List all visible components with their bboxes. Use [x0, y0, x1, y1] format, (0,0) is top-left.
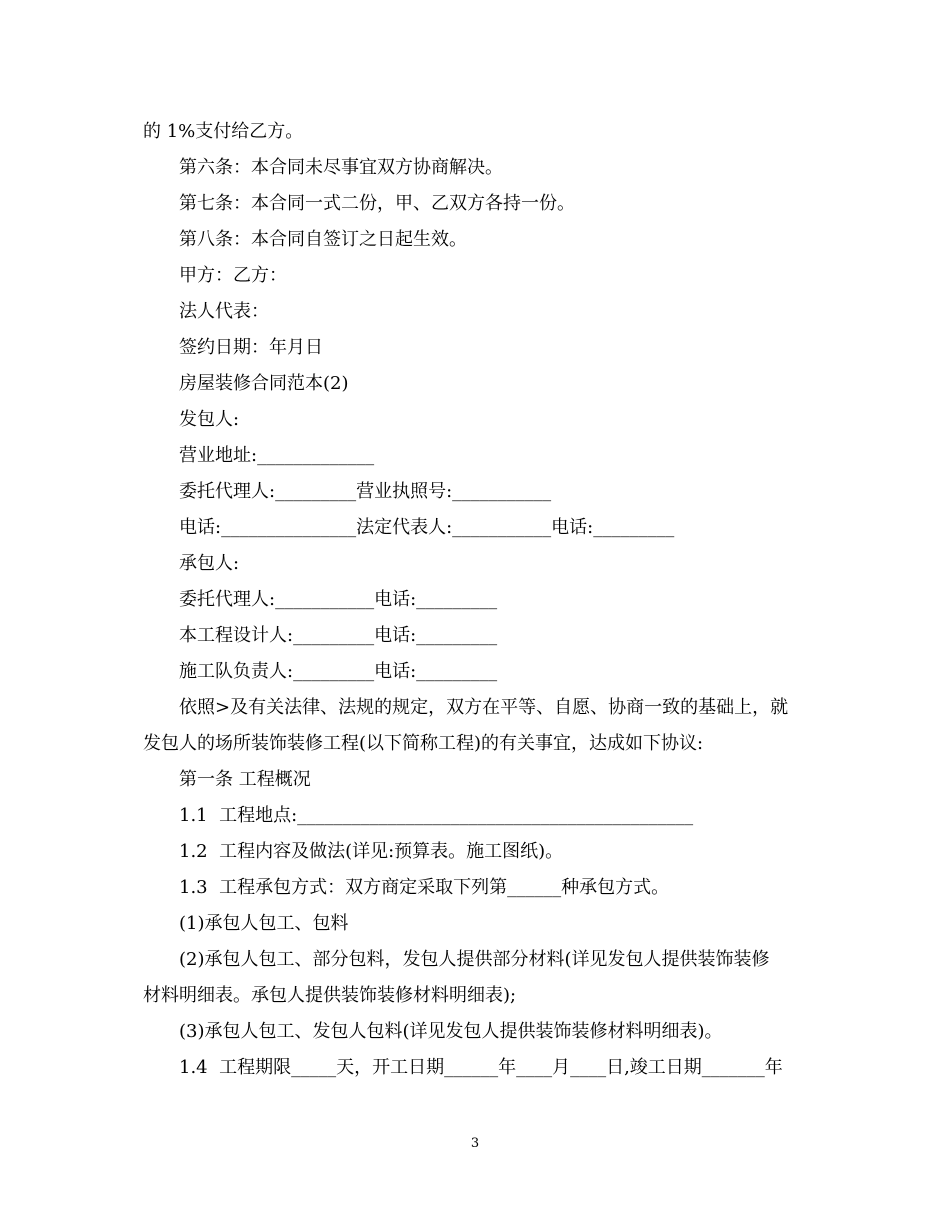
text-line: (1)承包人包工、包料 [179, 913, 349, 934]
text-line: 甲方：乙方： [179, 265, 287, 286]
text-line: 发包人: [179, 409, 240, 430]
text-line: 的 1%支付给乙方。 [143, 121, 304, 142]
text-line: 房屋装修合同范本(2) [179, 373, 349, 394]
text-line: 1.3 工程承包方式：双方商定采取下列第______种承包方式。 [179, 877, 670, 898]
text-line: (3)承包人包工、发包人包料(详见发包人提供装饰装修材料明细表)。 [179, 1021, 723, 1042]
text-line: 发包人的场所装饰装修工程(以下简称工程)的有关事宜，达成如下协议: [143, 733, 704, 754]
text-line: 第一条 工程概况 [179, 769, 311, 790]
text-line: 承包人: [179, 553, 240, 574]
text-line: 材料明细表。承包人提供装饰装修材料明细表); [143, 985, 517, 1006]
text-line: 委托代理人:_________营业执照号:___________ [179, 481, 552, 502]
text-line: 施工队负责人:_________电话:_________ [179, 661, 498, 682]
text-line: 第八条：本合同自签订之日起生效。 [179, 229, 467, 250]
text-line: 1.2 工程内容及做法(详见:预算表。施工图纸)。 [179, 841, 564, 862]
text-line: 法人代表： [179, 301, 269, 322]
text-line: 1.1 工程地点:____________________________________________ [179, 805, 694, 826]
text-line: 签约日期：年月日 [179, 337, 323, 358]
text-line: 第六条：本合同未尽事宜双方协商解决。 [179, 157, 503, 178]
text-line: 本工程设计人:_________电话:_________ [179, 625, 498, 646]
text-line: 营业地址:_____________ [179, 445, 375, 466]
page-number: 3 [470, 1136, 480, 1151]
text-line: 电话:_______________法定代表人:___________电话:_________ [179, 517, 675, 538]
text-line: 委托代理人:___________电话:_________ [179, 589, 498, 610]
text-line: 1.4 工程期限_____天，开工日期______年____月____日,竣工日期_______年 [179, 1057, 783, 1078]
text-line: (2)承包人包工、部分包料，发包人提供部分材料(详见发包人提供装饰装修 [179, 949, 770, 970]
text-line: 第七条：本合同一式二份，甲、乙双方各持一份。 [179, 193, 575, 214]
text-line: 依照>及有关法律、法规的规定，双方在平等、自愿、协商一致的基础上，就 [179, 697, 789, 718]
document-body [143, 114, 805, 1086]
